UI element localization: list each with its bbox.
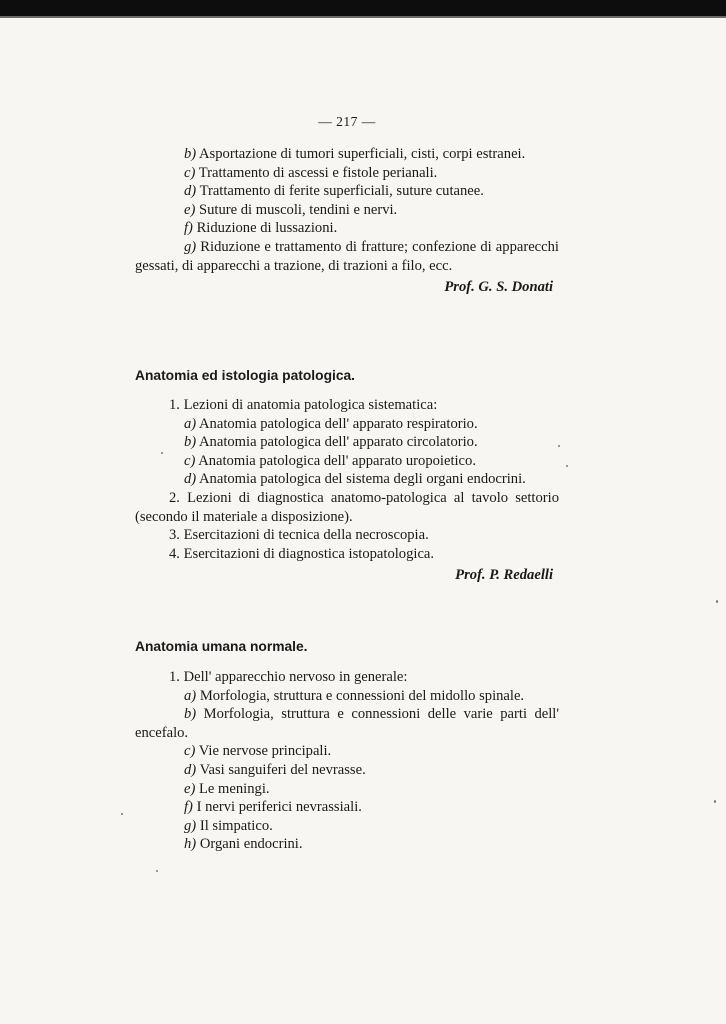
list-item: 2. Lezioni di diagnostica anatomo-patologica al tavolo settorio (secondo il materiale a disposizione). [135,489,559,525]
list-item: d) Vasi sanguiferi del nevrasse. [184,761,366,778]
list-item: 4. Esercitazioni di diagnostica istopatologica. [169,545,435,562]
list-item: c) Vie nervose principali. [184,743,332,760]
list-item: a) Morfologia, struttura e connessioni del midollo spinale. [184,687,525,704]
scan-speck [566,465,568,467]
list-item: b) Asportazione di tumori superficiali, cisti, corpi estranei. [184,146,526,162]
author-signature: Prof. G. S. Donati [444,279,553,296]
pathology-list [135,396,559,585]
anatomy-list [135,668,559,854]
scan-speck [161,452,163,454]
list-item: c) Trattamento di ascessi e fistole perianali. [184,164,438,181]
list-item: g) Il simpatico. [184,817,273,834]
list-item: d) Trattamento di ferite superficiali, suture cutanee. [184,183,484,200]
list-item: g) Riduzione e trattamento di fratture; confezione di apparecchi gessati, di apparecchi a trazione, di trazioni a filo, ecc. [135,238,559,274]
list-item: 1. Lezioni di anatomia patologica sistematica: [169,397,438,413]
scan-speck [121,813,123,815]
list-item: f) I nervi periferici nevrassiali. [184,799,362,816]
list-item: 1. Dell' apparecchio nervoso in generale: [169,669,408,685]
scan-speck [716,600,718,603]
scan-speck [558,445,560,447]
surgery-list [135,145,559,297]
list-item: e) Suture di muscoli, tendini e nervi. [184,201,398,218]
list-item: c) Anatomia patologica dell' apparato uropoietico. [184,452,476,469]
list-item: e) Le meningi. [184,780,270,797]
list-item: h) Organi endocrini. [184,836,303,853]
list-item: b) Morfologia, struttura e connessioni delle varie parti dell' encefalo. [135,706,559,741]
scan-speck [714,800,716,803]
list-item: a) Anatomia patologica dell' apparato respiratorio. [184,415,478,432]
list-item: f) Riduzione di lussazioni. [184,220,338,237]
scan-top-edge [0,0,726,20]
scan-speck [156,870,158,872]
page-number: — 217 — [318,114,376,129]
list-item: 3. Esercitazioni di tecnica della necroscopia. [169,527,429,544]
section-title-pathology: Anatomia ed istologia patologica. [135,368,356,383]
author-signature: Prof. P. Redaelli [455,567,553,584]
list-item: b) Anatomia patologica dell' apparato circolatorio. [184,434,478,451]
section-title-anatomy: Anatomia umana normale. [135,639,308,654]
list-item: d) Anatomia patologica del sistema degli organi endocrini. [184,471,526,488]
